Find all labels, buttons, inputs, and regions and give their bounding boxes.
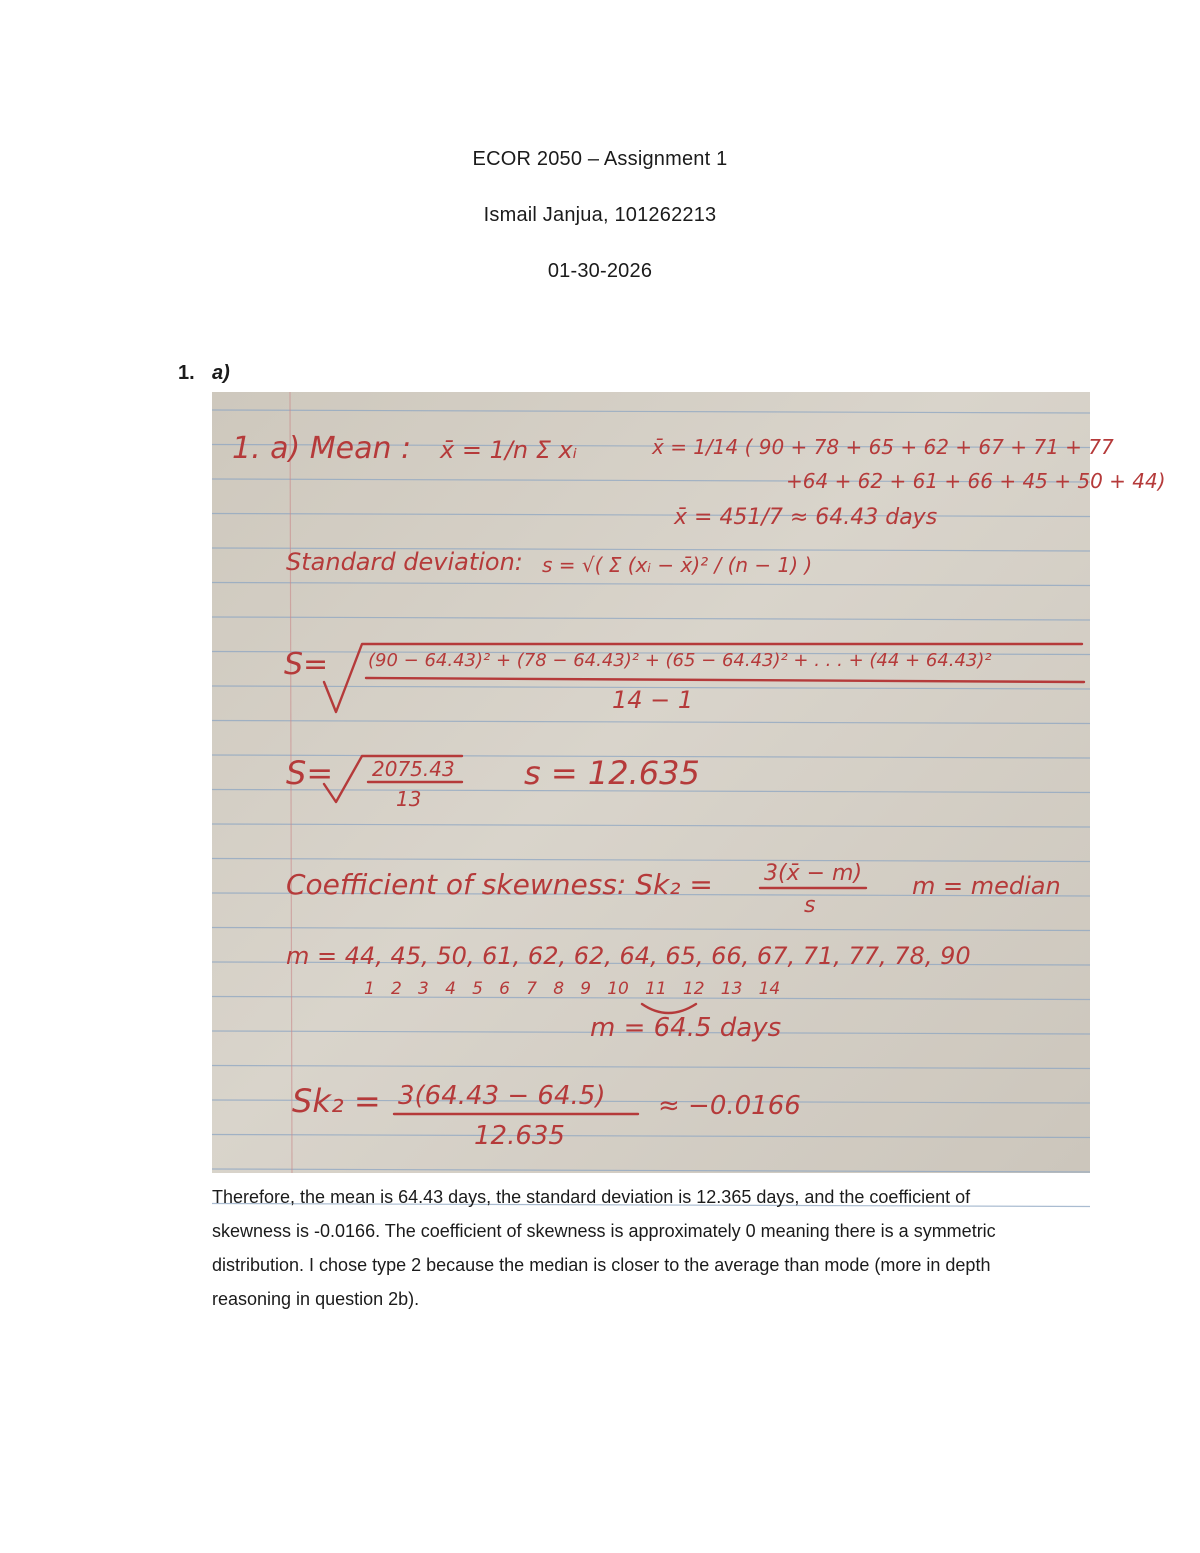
handwritten-solution-photo bbox=[212, 392, 1166, 1173]
hw-skew-formula-numer: 3(x̄ − m) bbox=[764, 861, 863, 886]
hw-std-calc-denom: 13 bbox=[396, 787, 422, 811]
hw-skew-calc-numer: 3(64.43 − 64.5) bbox=[398, 1081, 606, 1111]
hw-s-symbol-1: S= bbox=[284, 647, 329, 682]
hw-mean-label: 1. a) Mean : bbox=[232, 431, 412, 466]
hw-median-brace bbox=[642, 1004, 696, 1013]
hw-skew-label: Coefficient of skewness: Sk₂ = bbox=[286, 868, 713, 901]
hw-std-result: s = 12.635 bbox=[524, 754, 700, 792]
notebook-rule-line bbox=[212, 721, 1090, 724]
hw-fraction-bar-1 bbox=[366, 678, 1084, 682]
hw-std-formula: s = √( Σ (xᵢ − x̄)² / (n − 1) ) bbox=[542, 553, 813, 577]
conclusion-paragraph: Therefore, the mean is 64.43 days, the standard deviation is 12.365 days, and the coefficient of skewness is -0.0166. The coefficient of skewness is approximately 0 meaning there is a symmetric distribution. I chose type 2 because the median is closer to the average than mode (more in depth reasoning in question 2b). bbox=[212, 1187, 996, 1309]
hw-median-result: m = 64.5 days bbox=[590, 1013, 782, 1043]
hw-mean-formula: x̄ = 1/n Σ xᵢ bbox=[440, 436, 578, 464]
hw-sorted-values: m = 44, 45, 50, 61, 62, 62, 64, 65, 66, 67, 71, 77, 78, 90 bbox=[286, 942, 971, 970]
notebook-rule-line bbox=[212, 514, 1090, 517]
notebook-rule-line bbox=[212, 928, 1090, 931]
notebook-rule-line bbox=[212, 583, 1090, 586]
course-title: ECOR 2050 – Assignment 1 bbox=[472, 148, 728, 170]
hw-skew-calc-denom: 12.635 bbox=[474, 1121, 565, 1151]
hw-ranks: 1 2 3 4 5 6 7 8 9 10 11 12 13 14 bbox=[364, 979, 781, 999]
notebook-rule-line bbox=[212, 1135, 1090, 1138]
hw-sk2-symbol: Sk₂ = bbox=[292, 1082, 381, 1120]
hw-std-label: Standard deviation: bbox=[286, 548, 523, 576]
author-line: Ismail Janjua, 101262213 bbox=[483, 204, 717, 226]
question-part: a) bbox=[212, 362, 230, 384]
notebook-page bbox=[212, 392, 1166, 1173]
hw-skew-formula-denom: s bbox=[804, 893, 816, 918]
hw-mean-result: x̄ = 451/7 ≈ 64.43 days bbox=[674, 505, 938, 530]
hw-mean-sum: x̄ = 1/14 ( 90 + 78 + 65 + 62 + 67 + 71 + 77 bbox=[652, 435, 1114, 459]
notebook-rule-line bbox=[212, 1066, 1090, 1069]
notebook-rule-line bbox=[212, 1169, 1090, 1172]
hw-std-sub-denom: 14 − 1 bbox=[612, 686, 694, 714]
hw-std-sub-numer: (90 − 64.43)² + (78 − 64.43)² + (65 − 64.43)² + . . . + (44 + 64.43)² bbox=[368, 650, 992, 671]
notebook-rule-line bbox=[212, 859, 1090, 862]
hw-std-calc-numer: 2075.43 bbox=[372, 757, 455, 781]
notebook-rule-line bbox=[212, 410, 1090, 413]
question-number: 1. bbox=[178, 362, 195, 384]
hw-mean-sum-cont: +64 + 62 + 61 + 66 + 45 + 50 + 44) bbox=[786, 469, 1166, 493]
hw-s-symbol-2: S= bbox=[286, 754, 334, 792]
notebook-rule-line bbox=[212, 617, 1090, 620]
notebook-rule-line bbox=[212, 824, 1090, 827]
hw-skew-result: ≈ −0.0166 bbox=[658, 1091, 801, 1121]
date-line: 01-30-2026 bbox=[547, 260, 653, 282]
hw-skew-m-def: m = median bbox=[912, 872, 1061, 900]
